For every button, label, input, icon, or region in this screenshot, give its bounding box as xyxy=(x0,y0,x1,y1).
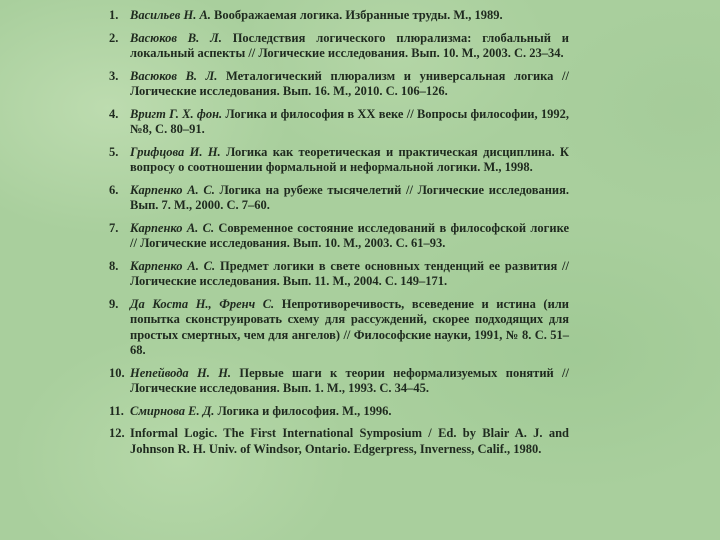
item-text xyxy=(130,69,569,100)
item-citation: Informal Logic. The First International Symposium / Ed. by Blair A. J. and Johnson R. H. Univ. of Windsor, Ontario. Edgerpress, Inverness, Calif., 1980. xyxy=(130,426,569,456)
item-number: 5. xyxy=(109,144,119,159)
item-citation: Логика и философия. М., 1996. xyxy=(214,403,392,418)
item-citation: Логика на рубеже тысячелетий // Логические исследования. Вып. 7. М., 2000. С. 7–60. xyxy=(130,182,569,212)
list-item xyxy=(109,183,569,214)
item-author: Да Коста Н., Френч С. xyxy=(130,296,275,311)
list-item xyxy=(109,404,569,420)
list-item xyxy=(109,259,569,290)
item-text xyxy=(130,107,569,138)
list-item xyxy=(109,297,569,359)
item-text xyxy=(130,297,569,359)
item-citation: Логика и философия в XX веке // Вопросы философии, 1992, №8, С. 80–91. xyxy=(130,106,569,136)
item-author: Непейвода Н. Н. xyxy=(130,365,232,380)
item-text xyxy=(130,8,569,24)
item-number: 8. xyxy=(109,258,119,273)
list-item xyxy=(109,426,569,457)
item-text xyxy=(130,426,569,457)
item-citation: Предмет логики в свете основных тенденций ее развития // Логические исследования. Вып. 11. М., 2004. С. 149–171. xyxy=(130,258,569,288)
list-item xyxy=(109,221,569,252)
item-number: 3. xyxy=(109,68,119,83)
item-text xyxy=(130,366,569,397)
item-number: 2. xyxy=(109,30,119,45)
item-number: 11. xyxy=(109,403,124,418)
item-author: Карпенко А. С. xyxy=(130,220,215,235)
item-author: Карпенко А. С. xyxy=(130,182,215,197)
item-citation: Металогический плюрализм и универсальная логика // Логические исследования. Вып. 16. М., 2010. С. 106–126. xyxy=(130,68,570,98)
item-text xyxy=(130,259,569,290)
item-text xyxy=(130,183,569,214)
item-citation: Непротиворечивость, всеведение и истина (или попытка сконструировать схему для рассуждений, скорее подходящих для простых смертных, чем для ангелов) // Философские науки, 1991, № 8. С. 51–68. xyxy=(130,296,569,357)
item-citation: Логика как теоретическая и практическая дисциплина. К вопросу о соотношении формальной и неформальной логики. М., 1998. xyxy=(130,144,569,174)
item-number: 1. xyxy=(109,8,119,22)
item-author: Смирнова Е. Д. xyxy=(130,403,215,418)
item-author: Вригт Г. Х. фон. xyxy=(130,106,223,121)
item-number: 7. xyxy=(109,220,119,235)
item-number: 10. xyxy=(109,365,125,380)
list-item xyxy=(109,107,569,138)
list-item xyxy=(109,31,569,62)
item-citation: Первые шаги к теории неформализуемых понятий // Логические исследования. Вып. 1. М., 1993. С. 34–45. xyxy=(130,365,570,395)
list-item xyxy=(109,366,569,397)
item-author: Грифцова И. Н. xyxy=(130,144,221,159)
item-number: 12. xyxy=(109,426,125,440)
item-number: 9. xyxy=(109,296,119,311)
item-number: 6. xyxy=(109,182,119,197)
item-text xyxy=(130,221,569,252)
item-citation: Современное состояние исследований в философской логике // Логические исследования. Вып. 10. М., 2003. С. 61–93. xyxy=(130,220,570,250)
item-text xyxy=(130,404,569,420)
item-number: 4. xyxy=(109,106,119,121)
list-item xyxy=(109,145,569,176)
item-author: Карпенко А. С. xyxy=(130,258,216,273)
item-citation: Воображаемая логика. Избранные труды. М., 1989. xyxy=(210,8,503,22)
item-text xyxy=(130,145,569,176)
list-item xyxy=(109,8,569,24)
item-text xyxy=(130,31,569,62)
item-author: Васильев Н. А. xyxy=(130,8,211,22)
list-item xyxy=(109,69,569,100)
item-citation: Последствия логического плюрализма: глобальный и локальный аспекты // Логические исследования. Вып. 10. М., 2003. С. 23–34. xyxy=(130,30,570,60)
item-author: Васюков В. Л. xyxy=(130,30,222,45)
bibliography-list xyxy=(109,8,569,464)
item-author: Васюков В. Л. xyxy=(130,68,218,83)
